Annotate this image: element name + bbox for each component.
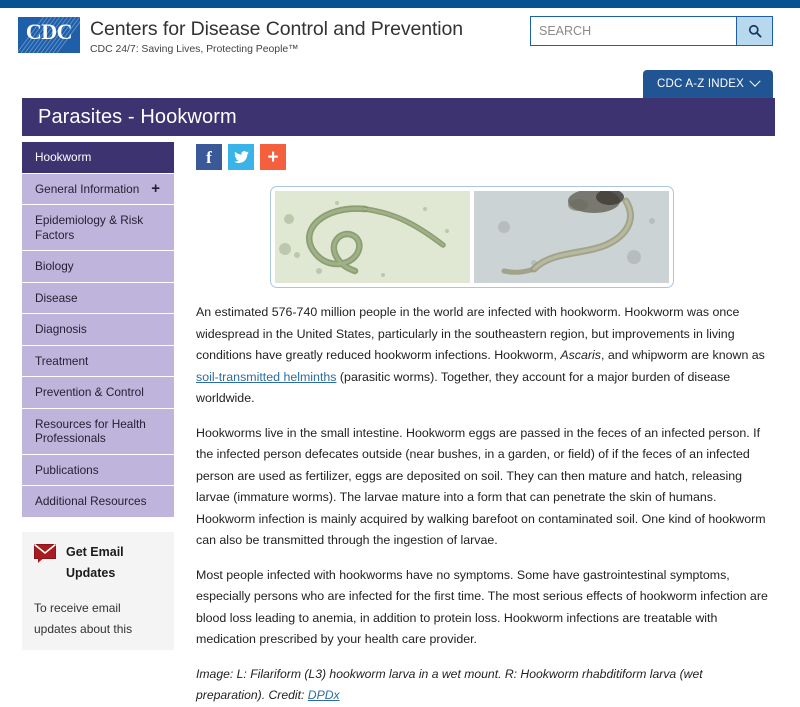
agency-tagline: CDC 24/7: Saving Lives, Protecting People™ <box>90 43 299 55</box>
sidebar-item-epidemiology-risk-factors[interactable] <box>22 205 174 251</box>
sidebar-item-label: Hookworm <box>35 150 92 164</box>
rhabditiform-larva-image <box>474 191 669 283</box>
az-index-label: CDC A-Z INDEX <box>657 78 744 90</box>
image-caption <box>196 664 775 707</box>
facebook-icon: f <box>206 147 212 167</box>
cdc-brand[interactable] <box>18 17 463 55</box>
paragraph-overview <box>196 302 775 410</box>
sidebar-nav <box>22 142 174 518</box>
cdc-logo-icon <box>18 17 80 53</box>
dpdx-credit-link[interactable]: DPDx <box>307 688 340 702</box>
sidebar-item-biology[interactable] <box>22 251 174 283</box>
sidebar-item-hookworm[interactable] <box>22 142 174 174</box>
sidebar <box>22 142 174 707</box>
paragraph-lifecycle: Hookworms live in the small intestine. Hookworm eggs are passed in the feces of an infected person. If the infected person defecates outside (near bushes, in a garden, or field) of if the feces of an infected person are used as fertilizer, eggs are deposited on soil. They can then mature and hatch, releasing larvae (immature worms). The larvae mature into a form that can penetrate the skin of humans. Hookworm infection is mainly acquired by walking barefoot on contaminated soil. One kind of hookworm can also be transmitted through the ingestion of larvae. <box>196 425 766 547</box>
sidebar-item-prevention-control[interactable] <box>22 377 174 409</box>
sidebar-item-label: General Information <box>35 181 140 196</box>
agency-title: Centers for Disease Control and Prevention <box>90 18 463 40</box>
email-updates-title: Get Email Updates <box>66 544 124 580</box>
hookworm-figure <box>270 186 674 288</box>
soil-transmitted-helminths-link[interactable]: soil-transmitted helminths <box>196 369 337 384</box>
page-title-banner <box>22 98 775 136</box>
sidebar-item-label: Epidemiology & Risk Factors <box>35 213 144 242</box>
page-title: Parasites - Hookworm <box>38 105 237 128</box>
sidebar-item-additional-resources[interactable] <box>22 486 174 518</box>
sidebar-item-resources-for-health-professionals[interactable] <box>22 409 174 455</box>
sidebar-item-label: Biology <box>35 259 74 273</box>
az-index-row <box>0 70 800 98</box>
search-input[interactable] <box>531 17 736 45</box>
main-column <box>174 142 775 707</box>
sidebar-item-disease[interactable] <box>22 283 174 315</box>
search-box <box>530 16 773 46</box>
cdc-a-z-index-button[interactable] <box>643 70 773 98</box>
share-plus-icon: + <box>267 146 279 168</box>
search-icon <box>748 24 762 38</box>
sidebar-item-label: Publications <box>35 462 99 477</box>
sidebar-item-label: Disease <box>35 290 78 305</box>
caption-text: Image: L: Filariform (L3) hookworm larva in a wet mount. R: Hookworm rhabditiform larva (wet preparation). Credit: <box>196 666 703 702</box>
sidebar-item-label: Diagnosis <box>35 322 87 336</box>
paragraph-symptoms: Most people infected with hookworms have no symptoms. Some have gastrointestinal symptoms, especially persons who are infected for the first time. The most serious effects of hookworm infection are blood loss leading to anemia, in addition to protein loss. Hookworm infections are treatable with medication prescribed by your health care provider. <box>196 567 768 646</box>
filariform-larva-image <box>275 191 470 283</box>
p1-part-b: , and whipworm are known as <box>600 348 765 362</box>
facebook-share-button[interactable] <box>196 144 222 170</box>
sidebar-item-label: Resources for Health Professionals <box>35 416 146 445</box>
sidebar-item-publications[interactable] <box>22 455 174 487</box>
p1-part-a: An estimated 576-740 million people in the world are infected with hookworm. Hookworm was once widespread in the United States, particularly in the southeastern region, but improvements in living conditions have greatly reduced hookworm infections. Hookworm, <box>196 305 740 362</box>
cdc-logo-text: CDC <box>25 19 73 44</box>
twitter-share-button[interactable] <box>228 144 254 170</box>
email-updates-widget <box>22 532 174 650</box>
email-updates-note: To receive email updates about this <box>34 600 133 636</box>
sidebar-item-label: Treatment <box>35 353 89 368</box>
sidebar-item-diagnosis[interactable] <box>22 314 174 346</box>
chevron-down-icon <box>749 76 760 87</box>
content-area <box>22 142 775 707</box>
p1-part-c: (parasitic worms). Together, they account for a major burden of disease worldwide. <box>196 369 731 405</box>
p1-species-name: Ascaris <box>560 348 601 362</box>
social-share-row <box>196 144 775 170</box>
expand-plus-icon[interactable]: + <box>151 179 160 197</box>
envelope-icon <box>34 544 56 564</box>
top-accent-bar <box>0 0 800 8</box>
twitter-icon <box>234 151 249 164</box>
sidebar-item-treatment[interactable] <box>22 346 174 378</box>
sidebar-item-label: Prevention & Control <box>35 385 144 399</box>
sidebar-item-general-information[interactable] <box>22 174 174 206</box>
sidebar-item-label: Additional Resources <box>35 494 147 508</box>
search-submit-button[interactable] <box>736 17 772 45</box>
site-header <box>0 8 800 70</box>
share-more-button[interactable] <box>260 144 286 170</box>
